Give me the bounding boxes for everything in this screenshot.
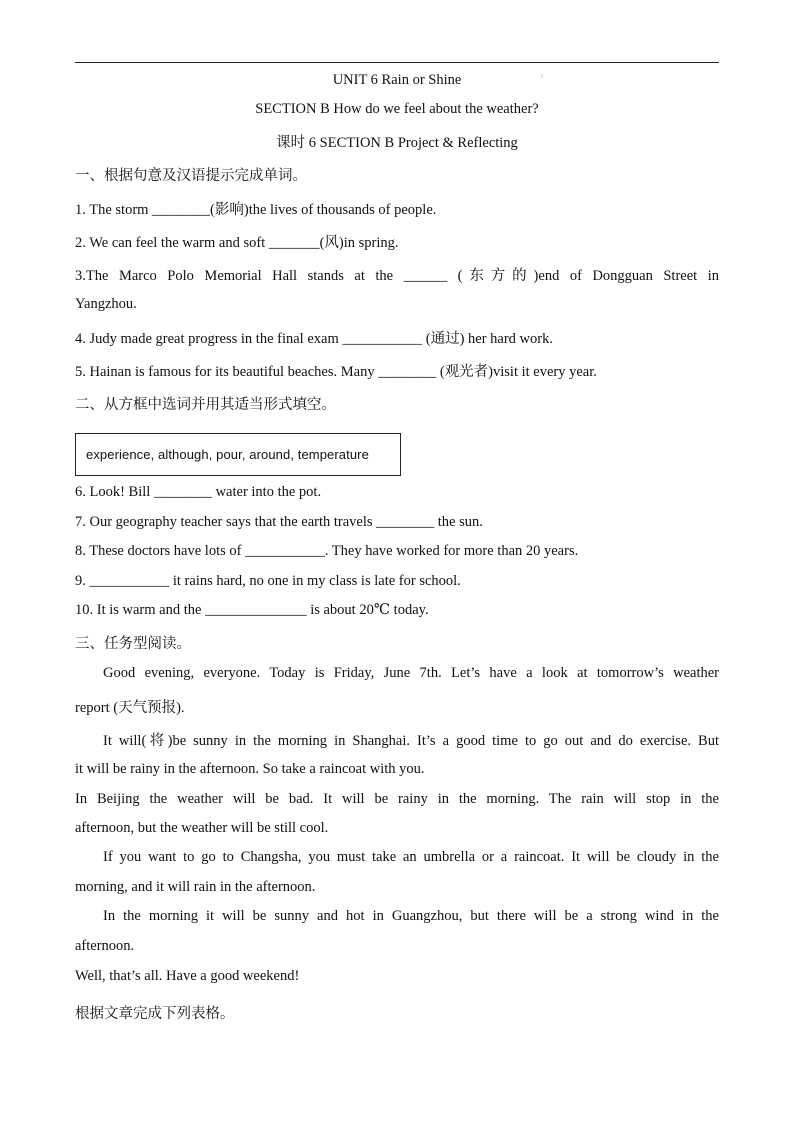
corner-mark: ⁝ — [541, 74, 543, 80]
passage-line: If you want to go to Changsha, you must take an umbrella or a raincoat. It will be cloudy in the — [103, 849, 719, 865]
section-title: SECTION B How do we feel about the weather? — [255, 101, 539, 117]
part2-heading: 二、从方框中选词并用其适当形式填空。 — [75, 397, 336, 413]
question-1: 1. The storm ________(影响)the lives of thousands of people. — [75, 202, 437, 218]
passage-line: it will be rainy in the afternoon. So take a raincoat with you. — [75, 761, 425, 777]
passage-line: Well, that’s all. Have a good weekend! — [75, 968, 300, 984]
passage-line: morning, and it will rain in the afternoon. — [75, 879, 316, 895]
unit-title: UNIT 6 Rain or Shine — [332, 72, 462, 88]
passage-line: report (天气预报). — [75, 700, 185, 716]
question-8: 8. These doctors have lots of ___________. They have worked for more than 20 years. — [75, 543, 579, 559]
lesson-title: 课时 6 SECTION B Project & Reflecting — [276, 135, 518, 151]
passage-line: In Beijing the weather will be bad. It will be rainy in the morning. The rain will stop in the — [75, 791, 719, 807]
question-6: 6. Look! Bill ________ water into the pot. — [75, 484, 322, 500]
passage-line: Good evening, everyone. Today is Friday, June 7th. Let’s have a look at tomorrow’s weather — [103, 665, 719, 681]
header-rule — [75, 62, 719, 63]
passage-line: afternoon, but the weather will be still cool. — [75, 820, 329, 836]
passage-line: It will(将)be sunny in the morning in Shanghai. It’s a good time to go out and do exercise. But — [103, 733, 719, 749]
table-instruction: 根据文章完成下列表格。 — [75, 1006, 235, 1022]
passage-line: afternoon. — [75, 938, 135, 954]
question-5: 5. Hainan is famous for its beautiful beaches. Many ________ (观光者)visit it every year. — [75, 364, 597, 380]
question-10: 10. It is warm and the ______________ is about 20℃ today. — [75, 602, 429, 618]
part3-heading: 三、任务型阅读。 — [75, 636, 191, 652]
part1-heading: 一、根据句意及汉语提示完成单词。 — [75, 168, 307, 184]
question-9: 9. ___________ it rains hard, no one in my class is late for school. — [75, 573, 461, 589]
question-3-continued: Yangzhou. — [75, 296, 137, 312]
question-4: 4. Judy made great progress in the final exam ___________ (通过) her hard work. — [75, 331, 553, 347]
word-box-text: experience, although, pour, around, temperature — [86, 447, 369, 462]
question-3: 3.The Marco Polo Memorial Hall stands at the ______ (东方的)end of Dongguan Street in — [75, 268, 719, 284]
question-7: 7. Our geography teacher says that the earth travels ________ the sun. — [75, 514, 483, 530]
passage-line: In the morning it will be sunny and hot in Guangzhou, but there will be a strong wind in the — [103, 908, 719, 924]
question-2: 2. We can feel the warm and soft _______(风)in spring. — [75, 235, 399, 251]
word-box — [75, 433, 401, 476]
